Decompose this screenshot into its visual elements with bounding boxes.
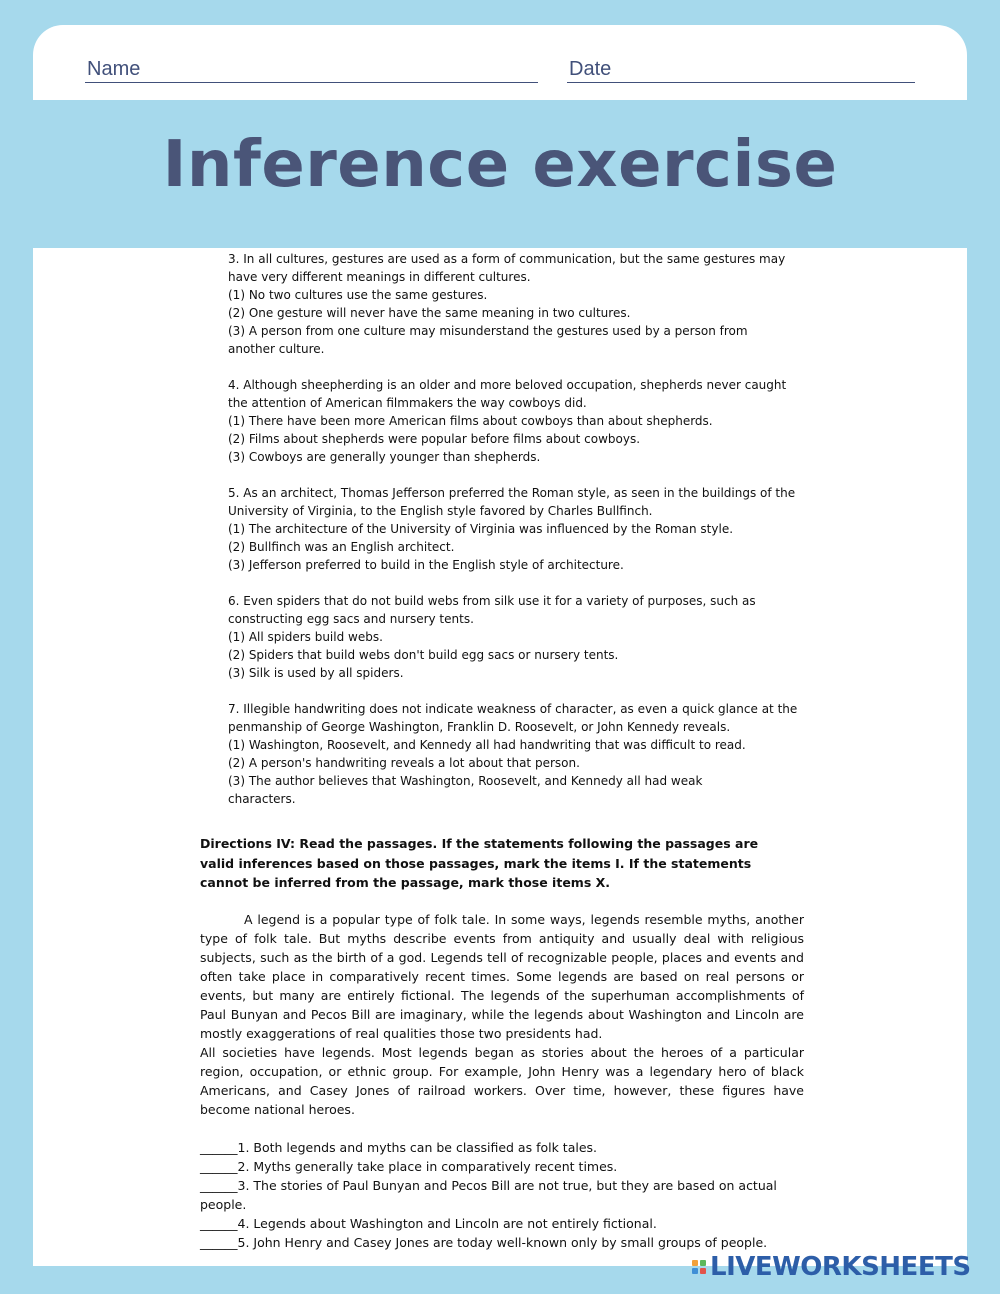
option: (1) No two cultures use the same gestures.	[228, 288, 488, 302]
option: (3) Jefferson preferred to build in the English style of architecture.	[228, 558, 624, 572]
option: (1) There have been more American films about cowboys than about shepherds.	[228, 414, 713, 428]
option: (2) One gesture will never have the same meaning in two cultures.	[228, 306, 631, 320]
passage-paragraph: All societies have legends. Most legends began as stories about the heroes of a particular region, occupation, or ethnic group. For example, John Henry was a legendary hero of black Americans, and Casey Jones of railroad workers. Over time, however, these figures have become national heroes.	[200, 1045, 804, 1117]
date-field[interactable]	[567, 82, 915, 83]
statement-item[interactable]: ______3. The stories of Paul Bunyan and Pecos Bill are not true, but they are based on actual people.	[200, 1178, 777, 1212]
question-stem: 5. As an architect, Thomas Jefferson preferred the Roman style, as seen in the buildings of the University of Virginia, to the English style favored by Charles Bullfinch.	[228, 486, 796, 518]
option: (2) Films about shepherds were popular before films about cowboys.	[228, 432, 641, 446]
logo-text: LIVEWORKSHEETS	[710, 1252, 971, 1282]
option: (2) A person's handwriting reveals a lot about that person.	[228, 756, 580, 770]
name-label: Name	[87, 58, 141, 80]
logo-square	[692, 1268, 698, 1274]
option: (3) Silk is used by all spiders.	[228, 666, 404, 680]
option-continuation: characters.	[228, 792, 296, 806]
question-list	[228, 250, 808, 826]
statement-item[interactable]: ______2. Myths generally take place in comparatively recent times.	[200, 1159, 618, 1174]
logo-mark-icon	[692, 1260, 706, 1274]
question-5	[228, 484, 808, 574]
question-4	[228, 376, 808, 466]
statement-item[interactable]: ______4. Legends about Washington and Lincoln are not entirely fictional.	[200, 1216, 657, 1231]
option: (3) Cowboys are generally younger than shepherds.	[228, 450, 541, 464]
question-stem: 4. Although sheepherding is an older and more beloved occupation, shepherds never caught the attention of American filmmakers the way cowboys did.	[228, 378, 787, 410]
question-stem: 6. Even spiders that do not build webs from silk use it for a variety of purposes, such as constructing egg sacs and nursery tents.	[228, 594, 756, 626]
question-stem: 3. In all cultures, gestures are used as a form of communication, but the same gestures may have very different meanings in different cultures.	[228, 252, 786, 284]
logo-square	[692, 1260, 698, 1266]
option: (1) The architecture of the University of Virginia was influenced by the Roman style.	[228, 522, 734, 536]
question-stem: 7. Illegible handwriting does not indicate weakness of character, as even a quick glance at the penmanship of George Washington, Franklin D. Roosevelt, or John Kennedy reveals.	[228, 702, 798, 734]
question-6	[228, 592, 808, 682]
option: (2) Bullfinch was an English architect.	[228, 540, 455, 554]
option: (1) Washington, Roosevelt, and Kennedy all had handwriting that was difficult to read.	[228, 738, 746, 752]
option: (3) The author believes that Washington, Roosevelt, and Kennedy all had weak	[228, 774, 703, 788]
option: (2) Spiders that build webs don't build egg sacs or nursery tents.	[228, 648, 619, 662]
date-label: Date	[569, 58, 612, 80]
statement-item[interactable]: ______5. John Henry and Casey Jones are today well-known only by small groups of people.	[200, 1235, 768, 1250]
directions-text: Directions IV: Read the passages. If the statements following the passages are valid inferences based on those passages, mark the items I. If the statements cannot be inferred from the passage, mark those items X.	[200, 836, 759, 890]
passage-paragraph: A legend is a popular type of folk tale. In some ways, legends resemble myths, another type of folk tale. But myths describe events from antiquity and usually deal with religious subjects, such as the birth of a god. Legends tell of recognizable people, places and events and often take place in comparatively recent times. Some legends are based on real persons or events, but many are entirely fictional. The legends of the superhuman accomplishments of Paul Bunyan and Pecos Bill are imaginary, while the legends about Washington and Lincoln are mostly exaggerations of real qualities those two presidents had.	[200, 912, 804, 1041]
page-title: Inference exercise	[162, 128, 838, 202]
statement-list	[200, 1138, 804, 1252]
statement-item[interactable]: ______1. Both legends and myths can be classified as folk tales.	[200, 1140, 598, 1155]
option: (3) A person from one culture may misunderstand the gestures used by a person from	[228, 324, 748, 338]
question-7	[228, 700, 808, 808]
logo-square	[700, 1260, 706, 1266]
logo-square	[700, 1268, 706, 1274]
question-3	[228, 250, 808, 358]
name-field[interactable]	[85, 82, 538, 83]
reading-passage	[200, 910, 804, 1119]
option: (1) All spiders build webs.	[228, 630, 383, 644]
liveworksheets-logo	[692, 1252, 971, 1282]
option-continuation: another culture.	[228, 342, 325, 356]
